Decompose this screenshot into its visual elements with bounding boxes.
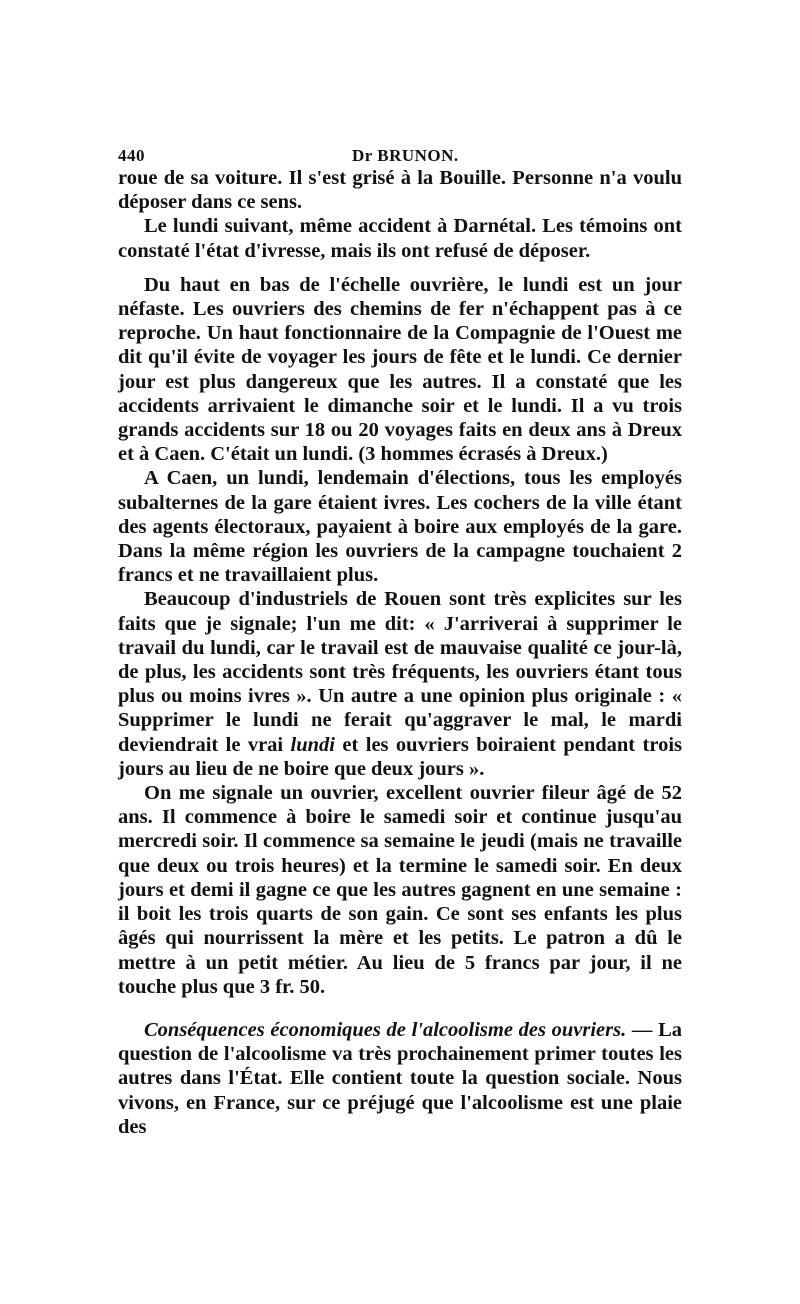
paragraph-caen: A Caen, un lundi, lendemain d'élections, tous les employés subalternes de la gare étaient ivres. Les cochers de la ville étant des agents électoraux, payaient à boire aux employés de la gare. Dans la même région les ouvriers de la campagne touchaient 2 francs et ne travaillaient plus. bbox=[118, 467, 682, 587]
paragraph-continuation: roue de sa voiture. Il s'est grisé à la Bouille. Personne n'a voulu déposer dans ce sens. bbox=[118, 167, 682, 214]
paragraph-text: et les ouvriers boiraient pendant trois jours au lieu de ne boire que deux jours ». bbox=[118, 733, 683, 780]
paragraph-industriels bbox=[118, 587, 682, 781]
paragraph-consequences bbox=[118, 1018, 682, 1139]
page-number: 440 bbox=[118, 146, 145, 165]
running-head bbox=[118, 142, 682, 166]
paragraph-text: Beaucoup d'industriels de Rouen sont très explicites sur les faits que je signale; l'un me dit: « J'arriverai à supprimer le travail du lundi, car le travail est de mauvaise qualité ce jour-là, de plus, les accidents sont très fréquents, les ouvriers étant tous plus ou moins ivres ». Un autre a une opinion plus originale : « Supprimer le lundi ne ferait qu'aggraver le mal, le mardi deviendrait le vrai bbox=[118, 588, 682, 756]
book-page bbox=[118, 142, 682, 1139]
paragraph-ouvrier-fileur: On me signale un ouvrier, excellent ouvrier fileur âgé de 52 ans. Il commence à boire le samedi soir et continue jusqu'au mercredi soir. Il commence sa semaine le jeudi (mais ne travaille que deux ou trois heures) et la termine le samedi soir. En deux jours et demi il gagne ce que les autres gagnent en une semaine : il boit les trois quarts de son gain. Ce sont ses enfants les plus âgés qui nourrissent la mère et les petits. Le patron a dû le mettre à un petit métier. Au lieu de 5 francs par jour, il ne touche plus que 3 fr. 50. bbox=[118, 782, 682, 998]
emphasis-lundi: lundi bbox=[290, 733, 335, 756]
running-title: Dr BRUNON. bbox=[352, 146, 459, 165]
paragraph-text: — La question de l'alcoolisme va très prochainement primer toutes les autres dans l'État. Elle contient toute la question sociale. Nous vivons, en France, sur ce préjugé que l'alcoolisme est une plaie des bbox=[118, 1018, 682, 1138]
paragraph-lundi-nefaste: Du haut en bas de l'échelle ouvrière, le lundi est un jour néfaste. Les ouvriers des chemins de fer n'échappent pas à ce reproche. Un haut fonctionnaire de la Compagnie de l'Ouest me dit qu'il évite de voyager les jours de fête et le lundi. Ce dernier jour est plus dangereux que les autres. Il a constaté que les accidents arrivaient le dimanche soir et le lundi. Il a vu trois grands accidents sur 18 ou 20 voyages faits en deux ans à Dreux et à Caen. C'était un lundi. (3 hommes écrasés à Dreux.) bbox=[118, 273, 682, 466]
paragraph-darnetal: Le lundi suivant, même accident à Darnétal. Les témoins ont constaté l'état d'ivresse, mais ils ont refusé de déposer. bbox=[118, 215, 682, 262]
section-heading: Conséquences économiques de l'alcoolisme des ouvriers. bbox=[144, 1018, 627, 1041]
